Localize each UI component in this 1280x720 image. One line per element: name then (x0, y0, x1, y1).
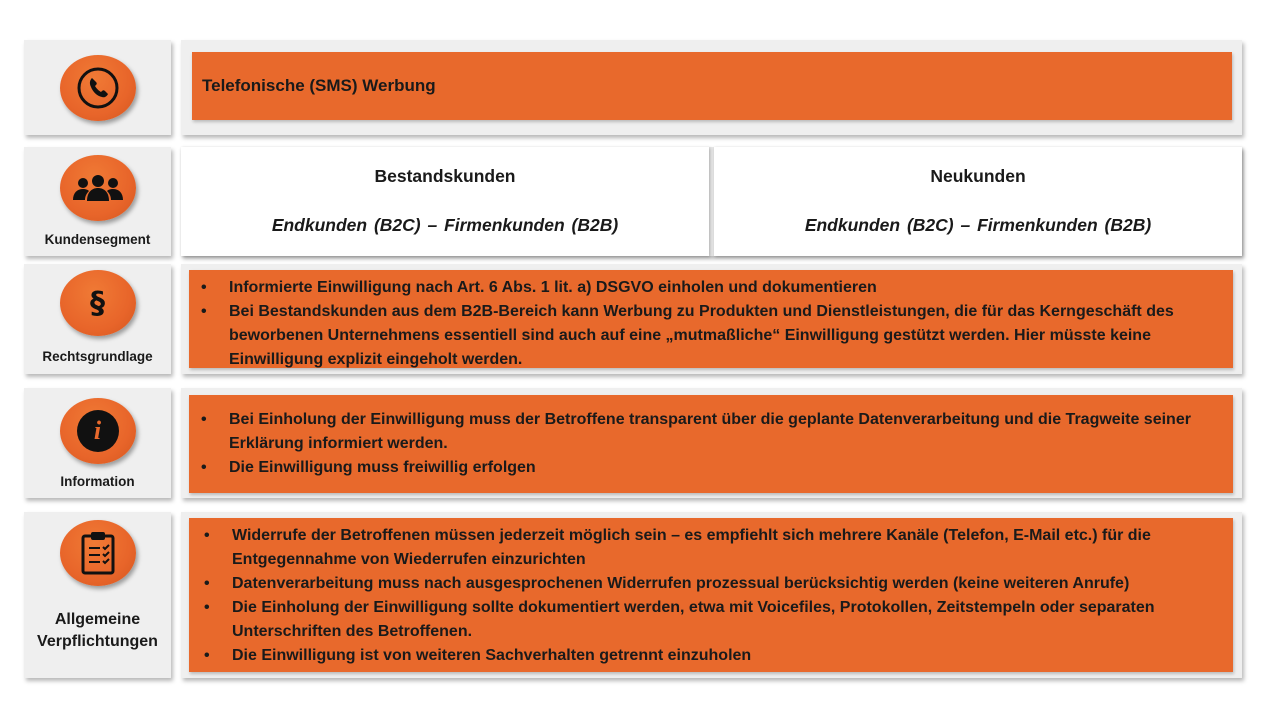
header-bar (192, 52, 1232, 120)
information-box (189, 395, 1233, 493)
paragraph-icon: § (90, 285, 105, 321)
page-title: Telefonische (SMS) Werbung (202, 76, 436, 95)
verpflichtungen-box (189, 518, 1233, 672)
rechtsgrundlage-icon-panel (24, 264, 171, 374)
info-icon-badge (60, 398, 136, 464)
bestandskunden-title: Bestandskunden (374, 166, 516, 186)
info-icon-glyph: i (93, 416, 102, 445)
info-icon (77, 410, 119, 452)
verpflichtungen-icon-panel (24, 512, 171, 678)
kundensegment-icon-panel (24, 147, 171, 256)
header-icon-panel (24, 40, 171, 135)
rechtsgrundlage-panel (181, 264, 1242, 374)
information-list (229, 408, 1224, 480)
neukunden-subtitle: Endkunden (B2C) – Firmenkunden (B2B) (804, 215, 1152, 235)
neukunden-column (714, 147, 1242, 256)
bestandskunden-subtitle: Endkunden (B2C) – Firmenkunden (B2B) (271, 215, 619, 235)
list-item: • Datenverarbeitung muss nach ausgesprochenen Widerrufen prozessual berücksichtig werden (keine weiteren Anrufe) (232, 572, 1222, 596)
bestandskunden-column (181, 147, 709, 256)
kundensegment-panel (181, 147, 1242, 256)
information-icon-panel (24, 388, 171, 498)
phone-icon (75, 65, 121, 111)
kundensegment-label: Kundensegment (44, 232, 151, 247)
rechtsgrundlage-label: Rechtsgrundlage (42, 349, 153, 364)
phone-icon-badge (60, 55, 136, 121)
header-panel (181, 40, 1242, 135)
people-icon-badge (60, 155, 136, 221)
list-item: • Die Einholung der Einwilligung sollte dokumentiert werden, etwa mit Voicefiles, Protokollen, Zeitstempeln oder separaten Unterschriften des Betroffenen. (232, 596, 1222, 644)
verpflichtungen-label (24, 609, 171, 653)
list-item: • Informierte Einwilligung nach Art. 6 Abs. 1 lit. a) DSGVO einholen und dokumentieren (229, 276, 1224, 300)
verpflichtungen-label-line1: Allgemeine (54, 611, 141, 628)
list-item: • Widerrufe der Betroffenen müssen jederzeit möglich sein – es empfiehlt sich mehrere Kanäle (Telefon, E-Mail etc.) für die Entgegennahme von Wiederrufen einzurichten (232, 524, 1222, 572)
list-item: • Die Einwilligung ist von weiteren Sachverhalten getrennt einzuholen (232, 644, 1222, 668)
information-panel (181, 388, 1242, 498)
neukunden-title: Neukunden (930, 166, 1026, 186)
list-item: • Bei Bestandskunden aus dem B2B-Bereich kann Werbung zu Produkten und Dienstleistungen, die für das Kerngeschäft des beworbenen Unternehmens essentiell sind auch auf eine „mutmaßliche“ Einwilligung gestützt werden. Hier müsste keine Einwilligung explizit eingeholt werden. (229, 300, 1224, 372)
paragraph-icon-badge (60, 270, 136, 336)
clipboard-checklist-icon (80, 531, 116, 575)
clipboard-icon-badge (60, 520, 136, 586)
rechtsgrundlage-box (189, 270, 1233, 368)
verpflichtungen-panel (181, 512, 1242, 678)
verpflichtungen-list (232, 524, 1222, 668)
verpflichtungen-label-line2: Verpflichtungen (37, 633, 158, 650)
people-group-icon (71, 173, 125, 203)
information-label: Information (60, 474, 135, 489)
rechtsgrundlage-list (229, 276, 1224, 372)
list-item: • Bei Einholung der Einwilligung muss der Betroffene transparent über die geplante Datenverarbeitung und die Tragweite seiner Erklärung informiert werden. (229, 408, 1224, 456)
list-item: • Die Einwilligung muss freiwillig erfolgen (229, 456, 1224, 480)
